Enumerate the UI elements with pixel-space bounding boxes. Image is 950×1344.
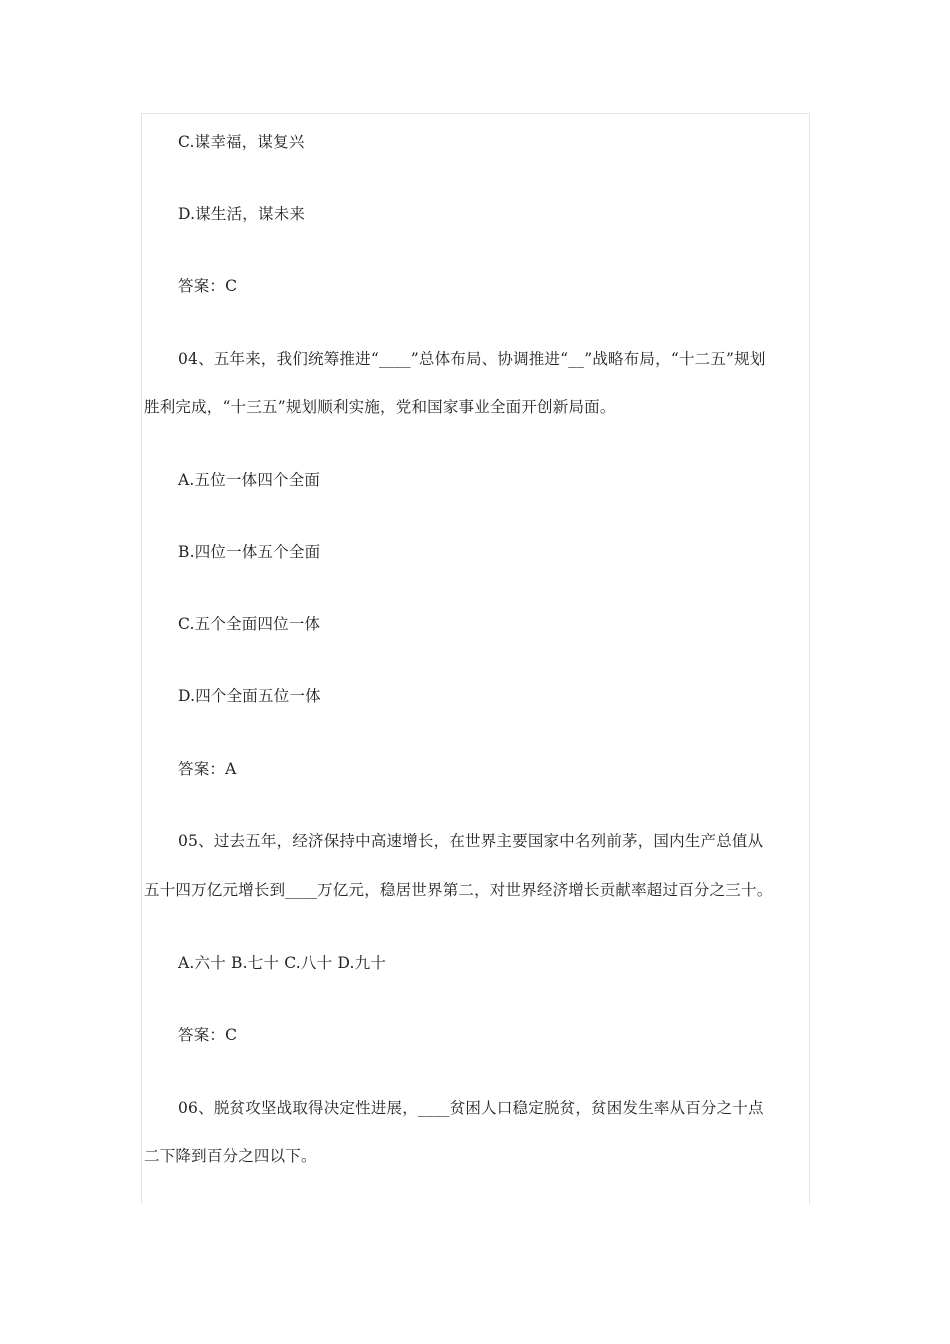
question-06-line-2: 二下降到百分之四以下。 — [144, 1147, 317, 1165]
page-frame — [141, 113, 810, 1204]
answer-q05: 答案：C — [178, 1026, 238, 1044]
option-d-q03: D.谋生活，谋未来 — [178, 205, 306, 223]
question-04-line-2: 胜利完成，“十三五”规划顺利实施，党和国家事业全面开创新局面。 — [144, 398, 616, 416]
question-04-line-1: 04、五年来，我们统筹推进“____”总体布局、协调推进“__”战略布局，“十二五”规划 — [178, 350, 766, 368]
option-b-q04: B.四位一体五个全面 — [178, 543, 321, 561]
answer-q03: 答案：C — [178, 277, 238, 295]
question-05-line-1: 05、过去五年，经济保持中高速增长，在世界主要国家中名列前茅，国内生产总值从 — [178, 832, 764, 850]
option-d-q04: D.四个全面五位一体 — [178, 687, 321, 705]
question-05-line-2: 五十四万亿元增长到____万亿元，稳居世界第二，对世界经济增长贡献率超过百分之三十。 — [144, 881, 773, 899]
option-c-q03: C.谋幸福，谋复兴 — [178, 133, 305, 151]
answer-q04: 答案：A — [178, 760, 237, 778]
options-q05: A.六十 B.七十 C.八十 D.九十 — [178, 954, 387, 972]
option-a-q04: A.五位一体四个全面 — [178, 471, 321, 489]
question-06-line-1: 06、脱贫攻坚战取得决定性进展，____贫困人口稳定脱贫，贫困发生率从百分之十点 — [178, 1099, 764, 1117]
option-c-q04: C.五个全面四位一体 — [178, 615, 321, 633]
